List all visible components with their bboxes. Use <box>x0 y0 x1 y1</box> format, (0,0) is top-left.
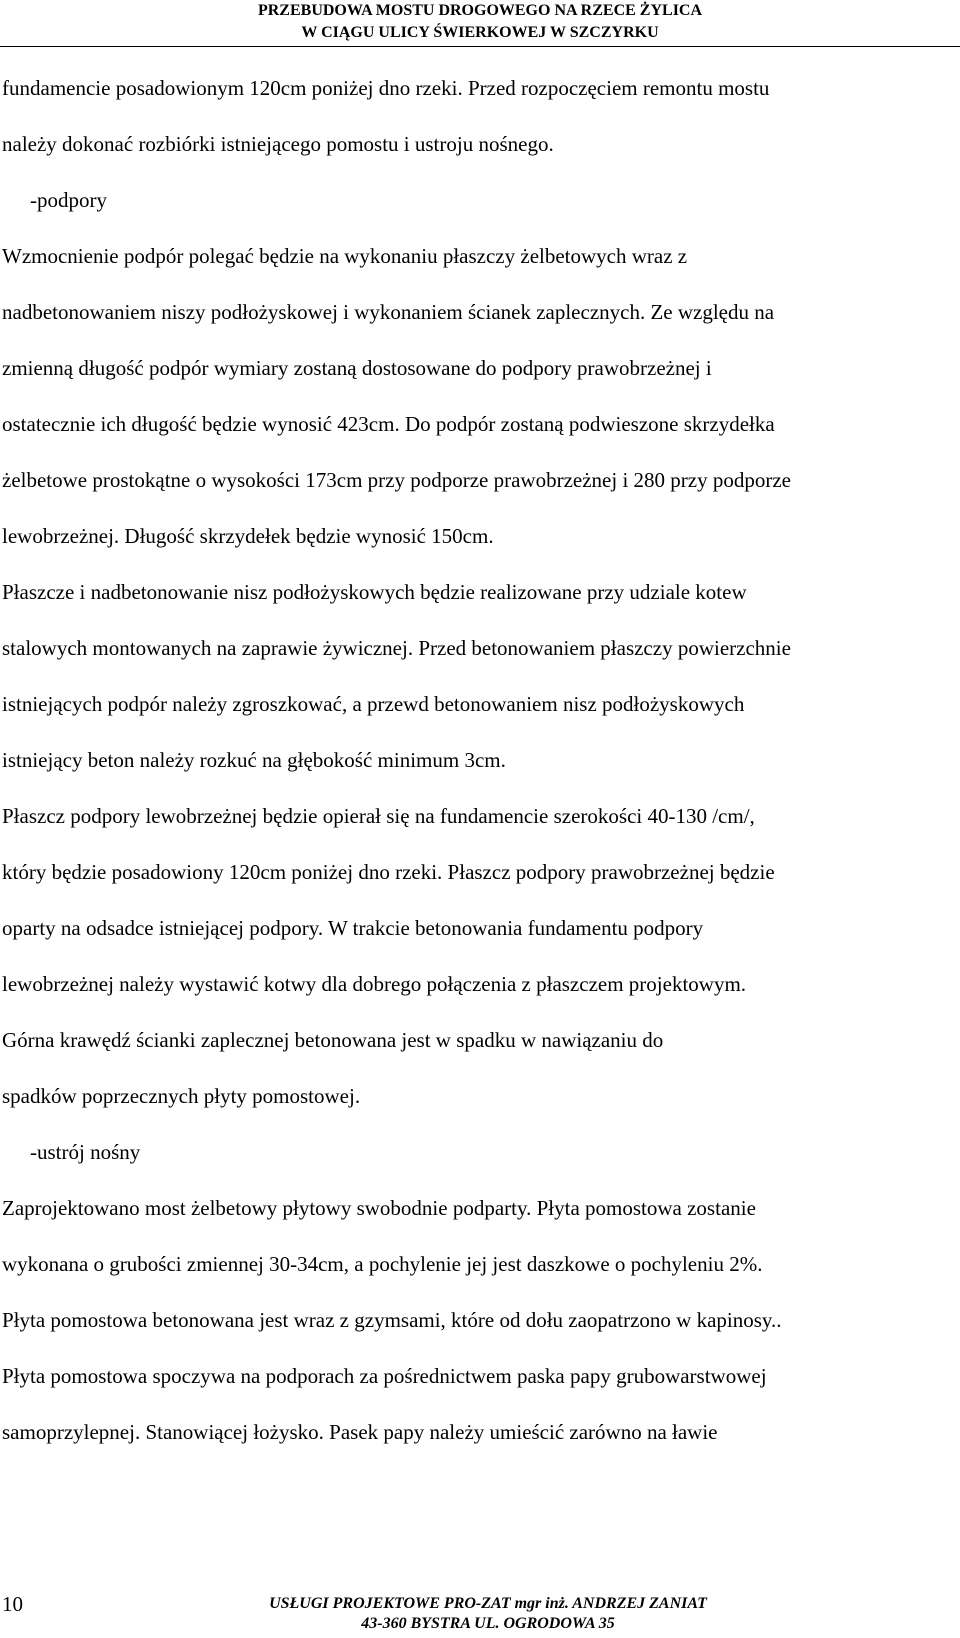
text-line: ostatecznie ich długość będzie wynosić 423cm. Do podpór zostaną podwieszone skrzydełka <box>2 412 775 436</box>
header-divider <box>0 46 960 47</box>
header-title-line-1: PRZEBUDOWA MOSTU DROGOWEGO NA RZECE ŻYLICA <box>257 2 703 19</box>
text-line: który będzie posadowiony 120cm poniżej dno rzeki. Płaszcz podpory prawobrzeżnej będzie <box>2 860 775 884</box>
text-line: wykonana o grubości zmiennej 30-34cm, a pochylenie jej jest daszkowe o pochyleniu 2%. <box>2 1252 763 1276</box>
text-line: oparty na odsadce istniejącej podpory. W trakcie betonowania fundamentu podpory <box>2 916 704 940</box>
page-header <box>0 0 960 44</box>
text-line: Płyta pomostowa betonowana jest wraz z gzymsami, które od dołu zaopatrzono w kapinosy.. <box>2 1308 782 1332</box>
text-line: Górna krawędź ścianki zaplecznej betonowana jest w spadku w nawiązaniu do <box>2 1028 664 1052</box>
text-line: Płaszcze i nadbetonowanie nisz podłożyskowych będzie realizowane przy udziale kotew <box>2 580 747 604</box>
text-line: Płaszcz podpory lewobrzeżnej będzie opierał się na fundamencie szerokości 40-130 /cm/, <box>2 804 755 828</box>
text-line: lewobrzeżnej należy wystawić kotwy dla dobrego połączenia z płaszczem projektowym. <box>2 972 747 996</box>
page-number: 10 <box>2 1592 23 1616</box>
text-line: Płyta pomostowa spoczywa na podporach za pośrednictwem paska papy grubowarstwowej <box>2 1364 767 1388</box>
text-line: nadbetonowaniem niszy podłożyskowej i wykonaniem ścianek zaplecznych. Ze względu na <box>2 300 775 324</box>
text-line: istniejących podpór należy zgroszkować, a przewd betonowaniem nisz podłożyskowych <box>2 692 745 716</box>
text-line: fundamencie posadowionym 120cm poniżej dno rzeki. Przed rozpoczęciem remontu mostu <box>2 76 770 100</box>
text-line: Wzmocnienie podpór polegać będzie na wykonaniu płaszczy żelbetowych wraz z <box>2 244 688 268</box>
text-line: żelbetowe prostokątne o wysokości 173cm przy podporze prawobrzeżnej i 280 przy podporze <box>2 468 791 492</box>
text-line: stalowych montowanych na zaprawie żywicznej. Przed betonowaniem płaszczy powierzchnie <box>2 636 791 660</box>
text-line: spadków poprzecznych płyty pomostowej. <box>2 1084 361 1108</box>
text-line: należy dokonać rozbiórki istniejącego pomostu i ustroju nośnego. <box>2 132 554 156</box>
text-line: lewobrzeżnej. Długość skrzydełek będzie wynosić 150cm. <box>2 524 494 548</box>
page-footer <box>238 1594 738 1634</box>
text-line: istniejący beton należy rozkuć na głębokość minimum 3cm. <box>2 748 506 772</box>
text-line: Zaprojektowano most żelbetowy płytowy swobodnie podparty. Płyta pomostowa zostanie <box>2 1196 756 1220</box>
section-heading-podpory: -podpory <box>30 188 107 212</box>
section-heading-ustroj-nosny: -ustrój nośny <box>30 1140 141 1164</box>
text-line: samoprzylepnej. Stanowiącej łożysko. Pasek papy należy umieścić zarówno na ławie <box>2 1420 718 1444</box>
text-line: zmienną długość podpór wymiary zostaną dostosowane do podpory prawobrzeżnej i <box>2 356 712 380</box>
footer-company-line: USŁUGI PROJEKTOWE PRO-ZAT mgr inż. ANDRZEJ ZANIAT <box>269 1595 707 1612</box>
header-title-line-2: W CIĄGU ULICY ŚWIERKOWEJ W SZCZYRKU <box>301 24 659 41</box>
footer-address-line: 43-360 BYSTRA UL. OGRODOWA 35 <box>361 1615 615 1632</box>
